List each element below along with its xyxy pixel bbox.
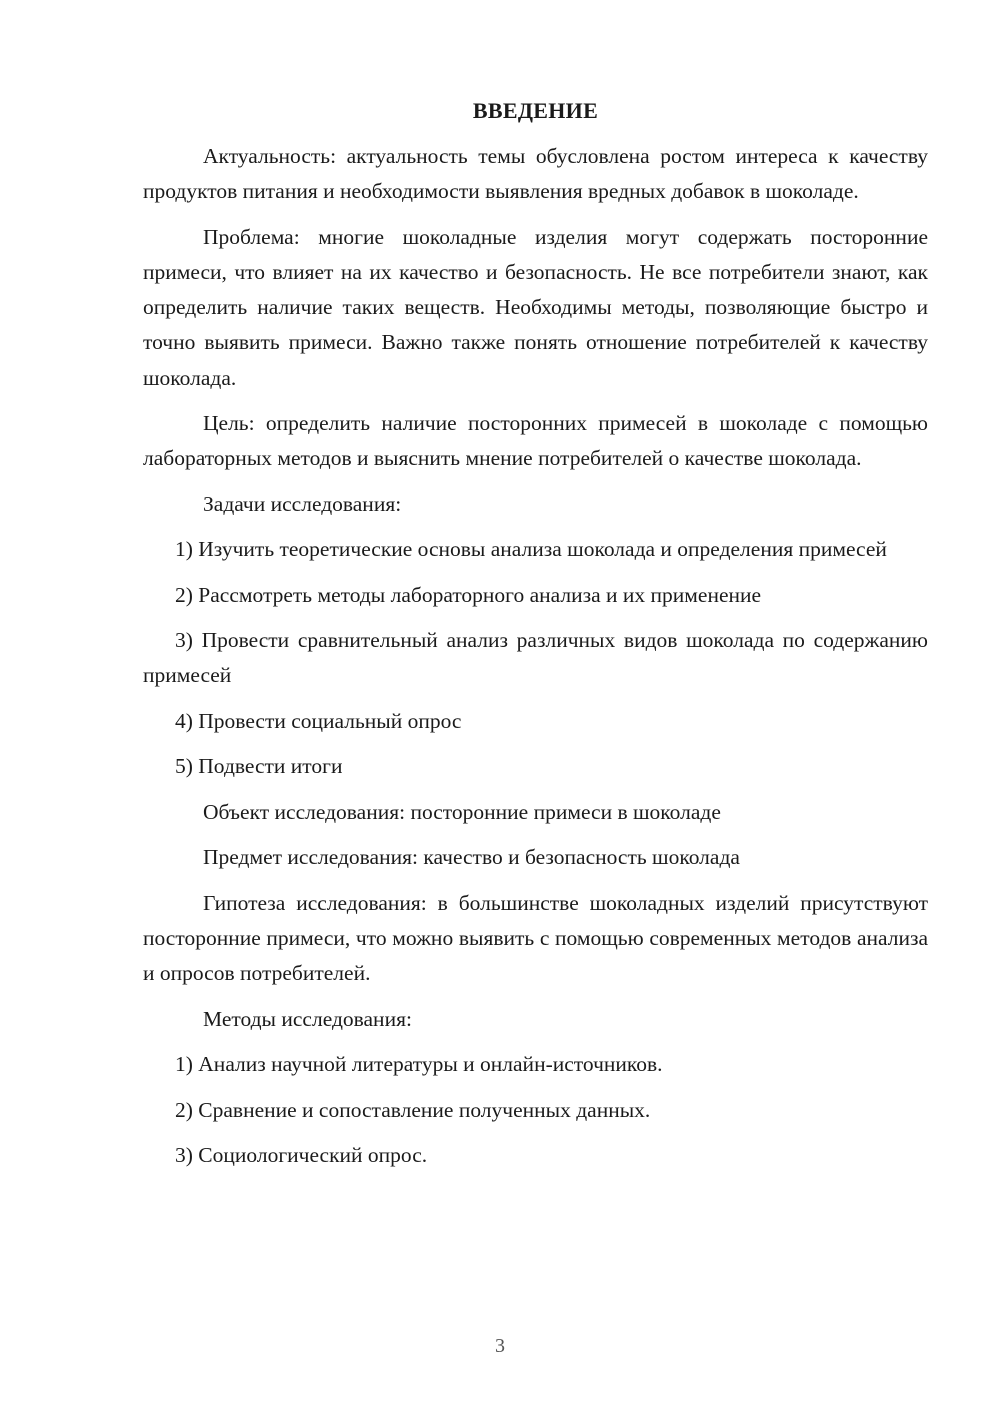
method-item: 2) Сравнение и сопоставление полученных данных. (175, 1097, 651, 1122)
goal-paragraph: Цель: определить наличие посторонних примесей в шоколаде с помощью лабораторных методов и выяснить мнение потребителей о качестве шоколада. (143, 411, 928, 471)
task-item: 4) Провести социальный опрос (175, 708, 462, 733)
problem-paragraph: Проблема: многие шоколадные изделия могут содержать посторонние примеси, что влияет на их качество и безопасность. Не все потребители знают, как определить наличие таких веществ. Необходимы методы, позволяющие быстро и точно выявить примеси. Важно также понять отношение потребителей к качеству шоколада. (143, 224, 928, 390)
subject-paragraph: Предмет исследования: качество и безопасность шоколада (203, 845, 740, 870)
task-item: 5) Подвести итоги (175, 754, 343, 779)
relevance-paragraph: Актуальность: актуальность темы обусловлена ростом интереса к качеству продуктов питания и необходимости выявления вредных добавок в шоколаде. (143, 144, 928, 204)
section-title: ВВЕДЕНИЕ (472, 98, 599, 123)
tasks-heading: Задачи исследования: (203, 491, 402, 516)
hypothesis-paragraph: Гипотеза исследования: в большинстве шоколадных изделий присутствуют посторонние примеси, что можно выявить с помощью современных методов анализа и опросов потребителей. (143, 890, 928, 986)
page-number: 3 (495, 1335, 505, 1357)
methods-heading: Методы исследования: (203, 1006, 412, 1031)
task-item: 2) Рассмотреть методы лабораторного анализа и их применение (175, 582, 762, 607)
method-item: 1) Анализ научной литературы и онлайн-источников. (175, 1052, 663, 1077)
document-page (143, 93, 928, 1184)
object-paragraph: Объект исследования: посторонние примеси в шоколаде (203, 799, 721, 824)
method-item: 3) Социологический опрос. (175, 1143, 428, 1168)
task-item: 3) Провести сравнительный анализ различных видов шоколада по содержанию примесей (143, 628, 928, 688)
task-item: 1) Изучить теоретические основы анализа шоколада и определения примесей (175, 537, 887, 562)
